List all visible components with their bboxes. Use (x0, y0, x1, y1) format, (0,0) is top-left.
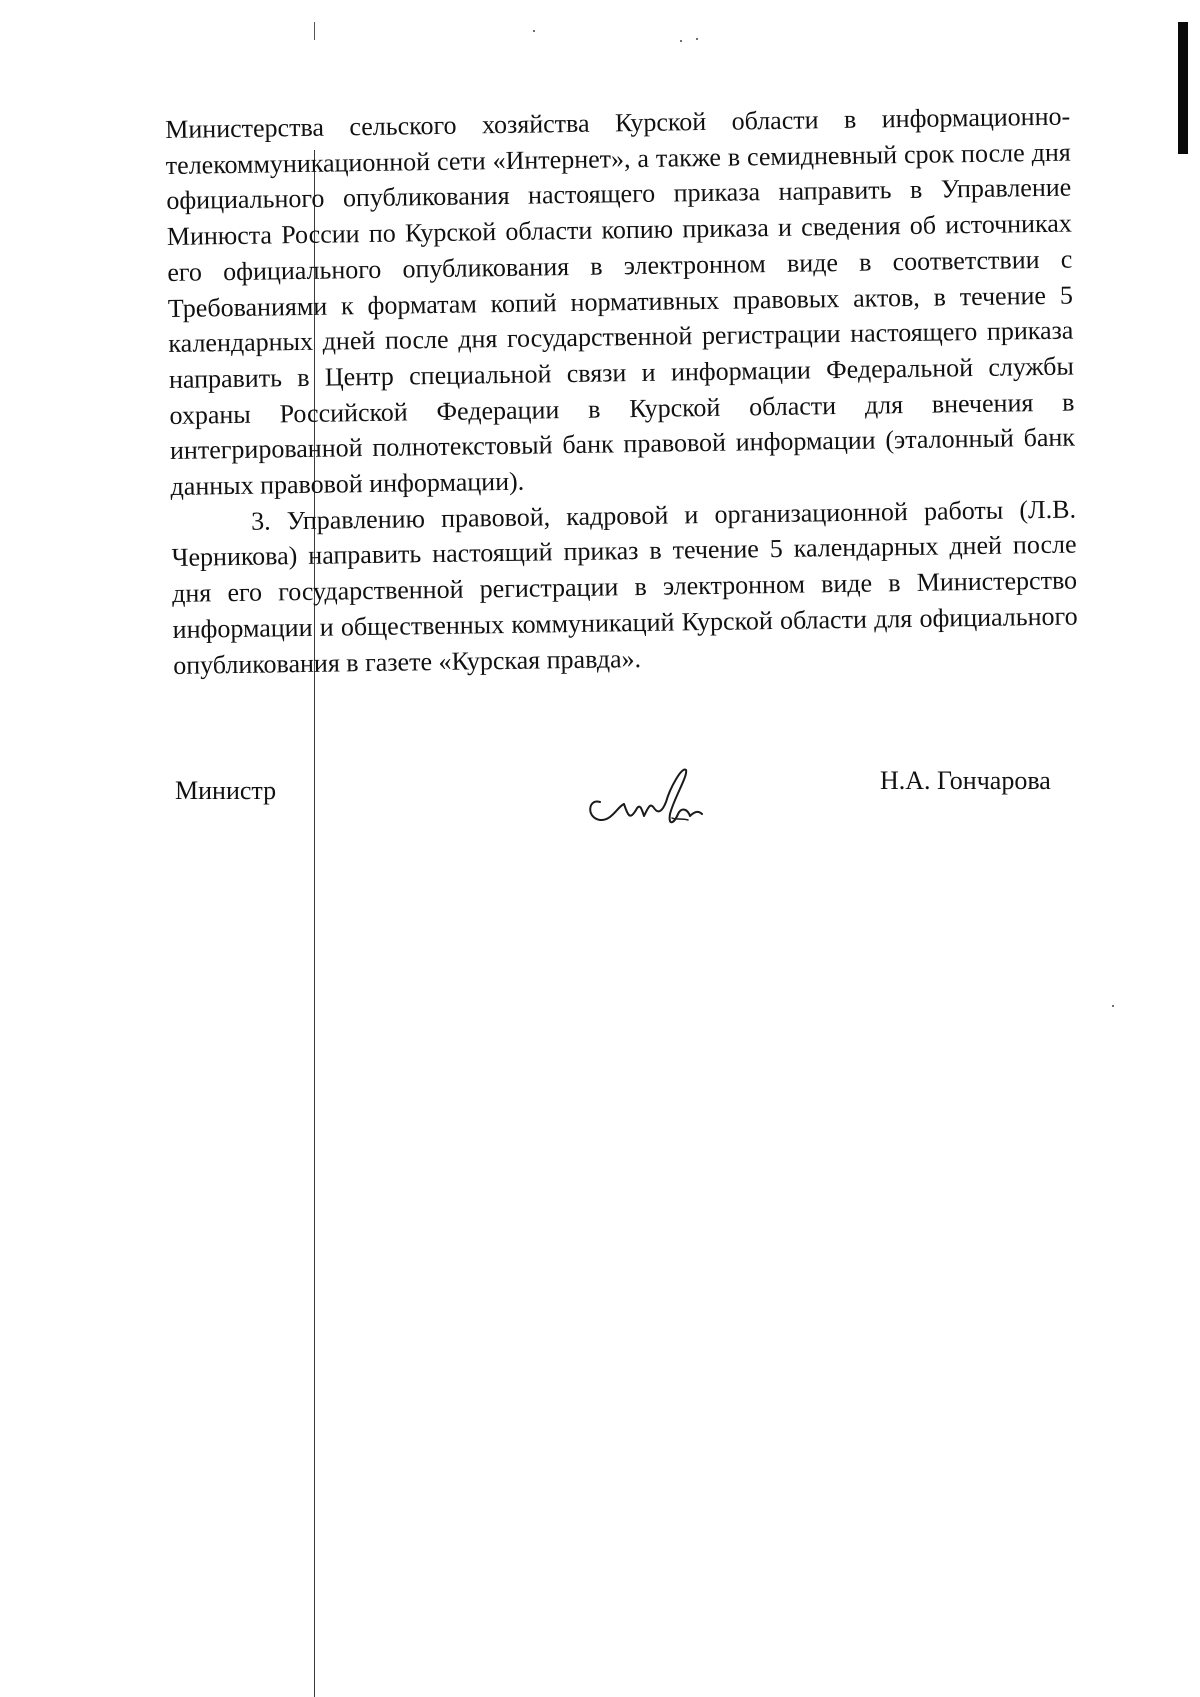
handwritten-signature (578, 758, 718, 838)
scan-speck (696, 38, 698, 40)
scan-fold-line-top (314, 22, 315, 40)
scan-edge-bar (1178, 22, 1188, 154)
paragraph-item-3: 3. Управлению правовой, кадровой и организационной работы (Л.В. Черникова) направить настоящий приказ в течение 5 календарных дней после дня его государственной регистрации в электронном виде в Министерство информации и общественных коммуникаций Курской области для официального опубликования в газете «Курская правда». (171, 494, 1078, 680)
scan-speck (533, 30, 535, 32)
scan-speck (680, 40, 682, 42)
paragraph-continuation: Министерства сельского хозяйства Курской области в информационно-телекоммуникационной сети «Интернет», а также в семидневный срок после дня официального опубликования настоящего приказа направить в Управление Минюста России по Курской области копию приказа и сведения об источниках его официального опубликования в электронном виде в соответствии с Требованиями к форматам копий нормативных правовых актов, в течение 5 календарных дней после дня государственной регистрации настоящего приказа направить в Центр специальной связи и информации Федеральной службы охраны Российской Федерации в Курской области для внечения в интегрированной полнотекстовый банк правовой информации (эталонный банк данных правовой информации). (165, 101, 1076, 501)
signatory-role: Министр (175, 776, 277, 805)
scan-speck (1112, 1005, 1114, 1007)
signatory-name: Н.А. Гончарова (880, 766, 1051, 795)
document-body (165, 99, 1078, 684)
